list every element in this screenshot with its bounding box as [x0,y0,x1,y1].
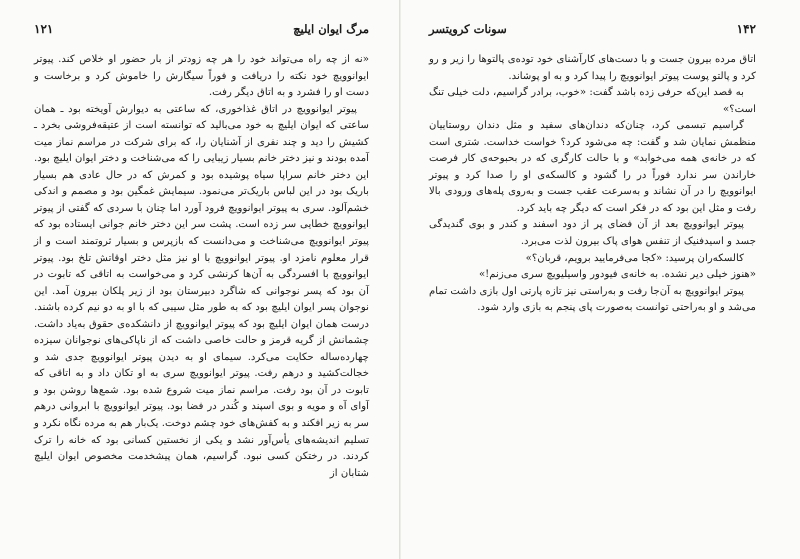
left-page-body [34,52,369,482]
right-page-running-title: سونات کرویتسر [429,22,507,36]
paragraph: پیوتر ایوانوویچ بعد از آن فضای پر از دود اسفند و کندر و بوی گندیدگی جسد و اسیدفنیک از تنفس هوای پاک بیرون لذت می‌برد. [429,219,756,248]
paragraph: اتاق مرده بیرون جست و با دست‌های کارآشنای خود توده‌ی پالتوها را زیر و رو کرد و پالتو پوست پیوتر ایوانوویچ را پیدا کرد و به او پوشاند. [429,54,756,82]
paragraph: «هنوز خیلی دیر نشده. به خانه‌ی فیودور واسیلیویچ سری می‌زنم!» [478,269,756,281]
right-page [401,0,800,559]
left-page [0,0,399,559]
left-page-running-title: مرگ ایوان ایلیچ [293,22,369,36]
paragraph: پیوتر ایوانوویچ به آن‌جا رفت و به‌راستی نیز تازه پارتی اول بازی داشت تمام می‌شد و او به‌راحتی توانست به‌صورت پای پنجم به بازی وارد شود. [429,285,756,314]
left-page-header [34,22,369,40]
paragraph: پیوتر ایوانوویچ در اتاق غذاخوری، که ساعتی به دیوارش آویخته بود ـ همان ساعتی که ایوان ایلیچ به خود می‌بالید که توانسته است از عتیقه‌فروشی بخرد ـ کشیش را دید و چند نفری از آشنایان را، که برای شرکت در مراسم نماز میت آمده بودند و نیز دختر خانم بسیار زیبایی را که می‌شناخت و دختر ایوان ایلیچ بود. این دختر خانم سراپا سیاه پوشیده بود و کمرش که در حال عادی هم بسیار باریک بود در این لباس باریک‌تر می‌نمود. سیمایش غمگین بود و مصمم و اندکی خشم‌آلود. سری به پیوتر ایوانوویچ فرود آورد اما چنان با سردی که گفتی از پیوتر ایوانوویچ خطایی سر زده است. پشت سر این دختر خانم جوانی ایستاده بود که پیوتر ایوانوویچ می‌شناخت و می‌دانست که بازپرس و بسیار ثروتمند است و از قرار معلوم نامزد او. پیوتر ایوانوویچ با او نیز مثل دختر اوقاتش تلخ بود. پیوتر ایوانوویچ با افسردگی به آن‌ها کرنشی کرد و می‌خواست به اتاقی که تابوت در آن بود که پسر نوجوانی که شاگرد دبیرستان بود از زیر پلکان بیرون آمد. این نوجوان پسر ایوان ایلیچ بود که به طور مثل سیبی که با او به دو نیم کرده باشند. درست همان ایوان ایلیچ بود که پیوتر ایوانوویچ از دانشکده‌ی حقوق به‌یاد داشت. چشمانش از گریه قرمز و حالت خاصی داشت که از ناپاکی‌های نوجوانان سیزده چهارده‌ساله حکایت می‌کرد. سیمای او به دیدن پیوتر ایوانوویچ جدی شد و خجالت‌کشید و درهم رفت. پیوتر ایوانوویچ سری به او تکان داد و به اتاقی که تابوت در آن بود رفت. مراسم نماز میت شروع شده بود. شمع‌ها روشن بود و آوای آه و مویه و بوی اسپند و کُندر در فضا بود. پیوتر ایوانوویچ با ابروانی درهم سر به زیر افکند و به کفش‌های خود چشم دوخت. یک‌بار هم به مرده نگاه نکرد و تسلیم اندیشه‌های یأس‌آور نشد و یکی از نخستین کسانی بود که خانه را ترک کردند. در رختکن کسی نبود. گراسیم، همان پیشخدمت مخصوص ایوان ایلیچ شتابان از [34,103,369,479]
right-page-number: ۱۴۲ [736,22,756,36]
right-page-header [429,22,756,40]
right-page-body [429,52,756,317]
paragraph: گراسیم تبسمی کرد، چنان‌که دندان‌های سفید و مثل دندان روستاییان منظمش نمایان شد و گفت: چه می‌شود کرد؟ خواست خداست. شتری است که در خانه‌ی همه می‌خوابد» و با حالت کارگری که در بحبوحه‌ی کار فرصت خاراندن سر ندارد فوراً در را گشود و کالسکه‌ی او را صدا کرد و پیوتر ایوانوویچ را در آن نشاند و به‌سرعت عقب جست و به‌روی پله‌های ورودی بالا رفت و مثل این بود که در فکر است که دیگر چه باید کرد. [429,120,756,214]
paragraph: «نه از چه راه می‌تواند خود را هر چه زودتر از بار حضور او خلاص کند. پیوتر ایوانوویچ خود نکته را دریافت و فوراً سیگارش را خاموش کرد و برخاست و دست او را فشرد و به اتاق دیگر رفت. [34,54,369,99]
paragraph: کالسکه‌ران پرسید: «کجا می‌فرمایید برویم، قربان؟» [525,252,744,264]
left-page-number: ۱۲۱ [34,22,54,36]
paragraph: به قصد این‌که حرفی زده باشد گفت: «خوب، برادر گراسیم، دلت خیلی تنگ است؟» [429,87,756,115]
